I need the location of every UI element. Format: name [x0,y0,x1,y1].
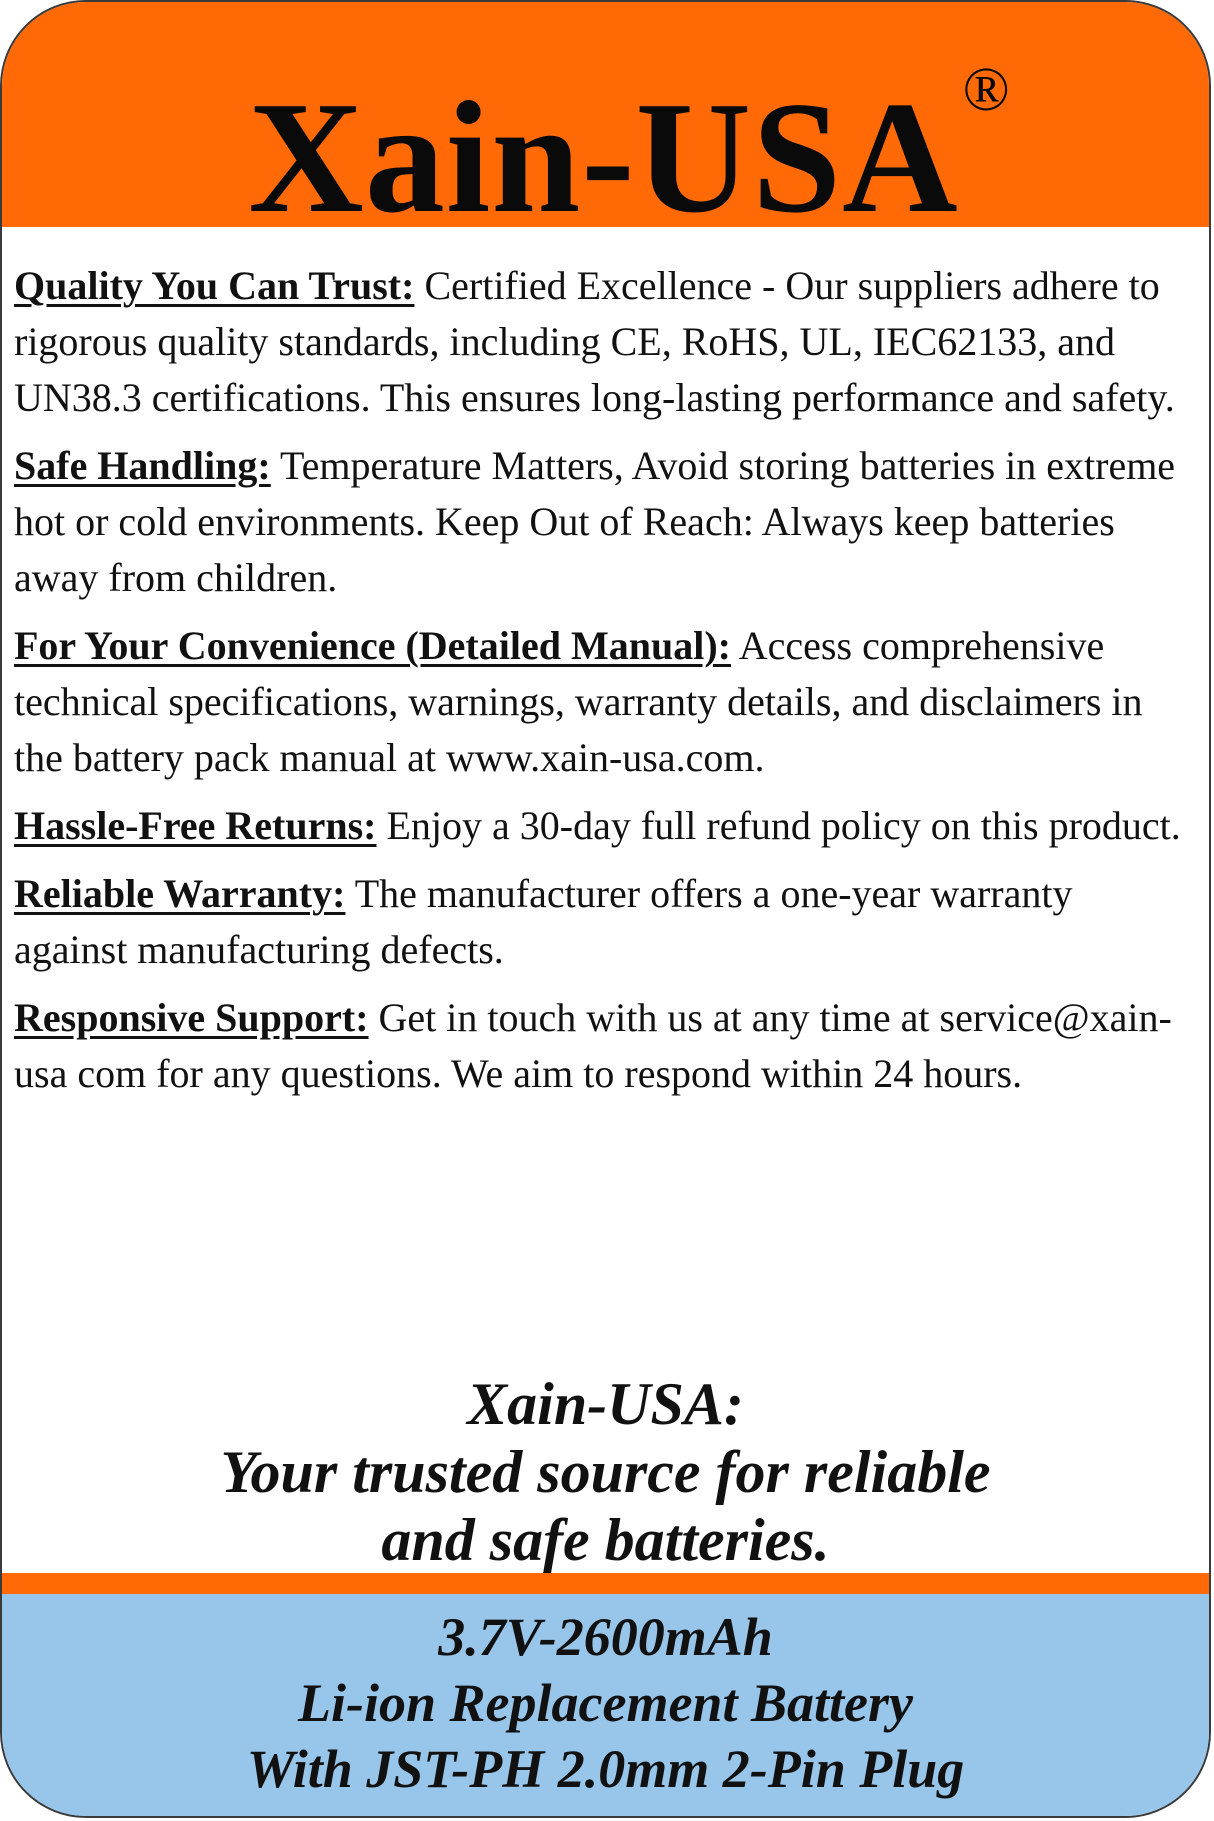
section-label: Safe Handling: [14,443,271,488]
tagline-line-2: Your trusted source for reliable [220,1439,991,1505]
section-label: For Your Convenience (Detailed Manual): [14,623,731,668]
section-support [14,990,1189,1102]
section-text: Enjoy a 30-day full refund policy on this product. [386,803,1181,848]
section-text: Temperature Matters, Avoid storing batteries in extreme hot or cold environments. Keep Out of Reach: Always keep batteries away from children. [14,443,1176,600]
tagline-line-1: Xain-USA: [467,1371,744,1437]
section-label: Reliable Warranty: [14,871,346,916]
section-returns [14,798,1189,854]
section-manual [14,618,1189,786]
tagline [2,1370,1209,1574]
section-label: Quality You Can Trust: [14,263,415,308]
orange-divider [2,1573,1209,1594]
section-text: Get in touch with us at any time at service@xain-usa com for any questions. We aim to respond within 24 hours. [14,995,1172,1096]
section-text: The manufacturer offers a one-year warranty against manufacturing defects. [14,871,1073,972]
product-footer [2,1594,1209,1818]
registered-trademark-icon: ® [962,56,1011,124]
info-sections [14,258,1189,1114]
product-spec [2,1604,1209,1802]
product-line-3: With JST-PH 2.0mm 2-Pin Plug [246,1739,965,1799]
section-label: Hassle-Free Returns: [14,803,377,848]
brand-name: Xain-USA [248,68,959,246]
section-text: Access comprehensive technical specifications, warnings, warranty details, and disclaimers in the battery pack manual at www.xain-usa.com. [14,623,1143,780]
product-line-2: Li-ion Replacement Battery [298,1673,913,1733]
brand-header [2,2,1209,246]
product-line-1: 3.7V-2600mAh [438,1607,773,1667]
brand-wrap [248,56,1011,246]
tagline-line-3: and safe batteries. [381,1507,830,1573]
section-label: Responsive Support: [14,995,369,1040]
section-quality [14,258,1189,426]
section-warranty [14,866,1189,978]
brand-title [2,56,1209,246]
section-text: Certified Excellence - Our suppliers adhere to rigorous quality standards, including CE, RoHS, UL, IEC62133, and UN38.3 certifications. This ensures long-lasting performance and safety. [14,263,1175,420]
section-safe-handling [14,438,1189,606]
